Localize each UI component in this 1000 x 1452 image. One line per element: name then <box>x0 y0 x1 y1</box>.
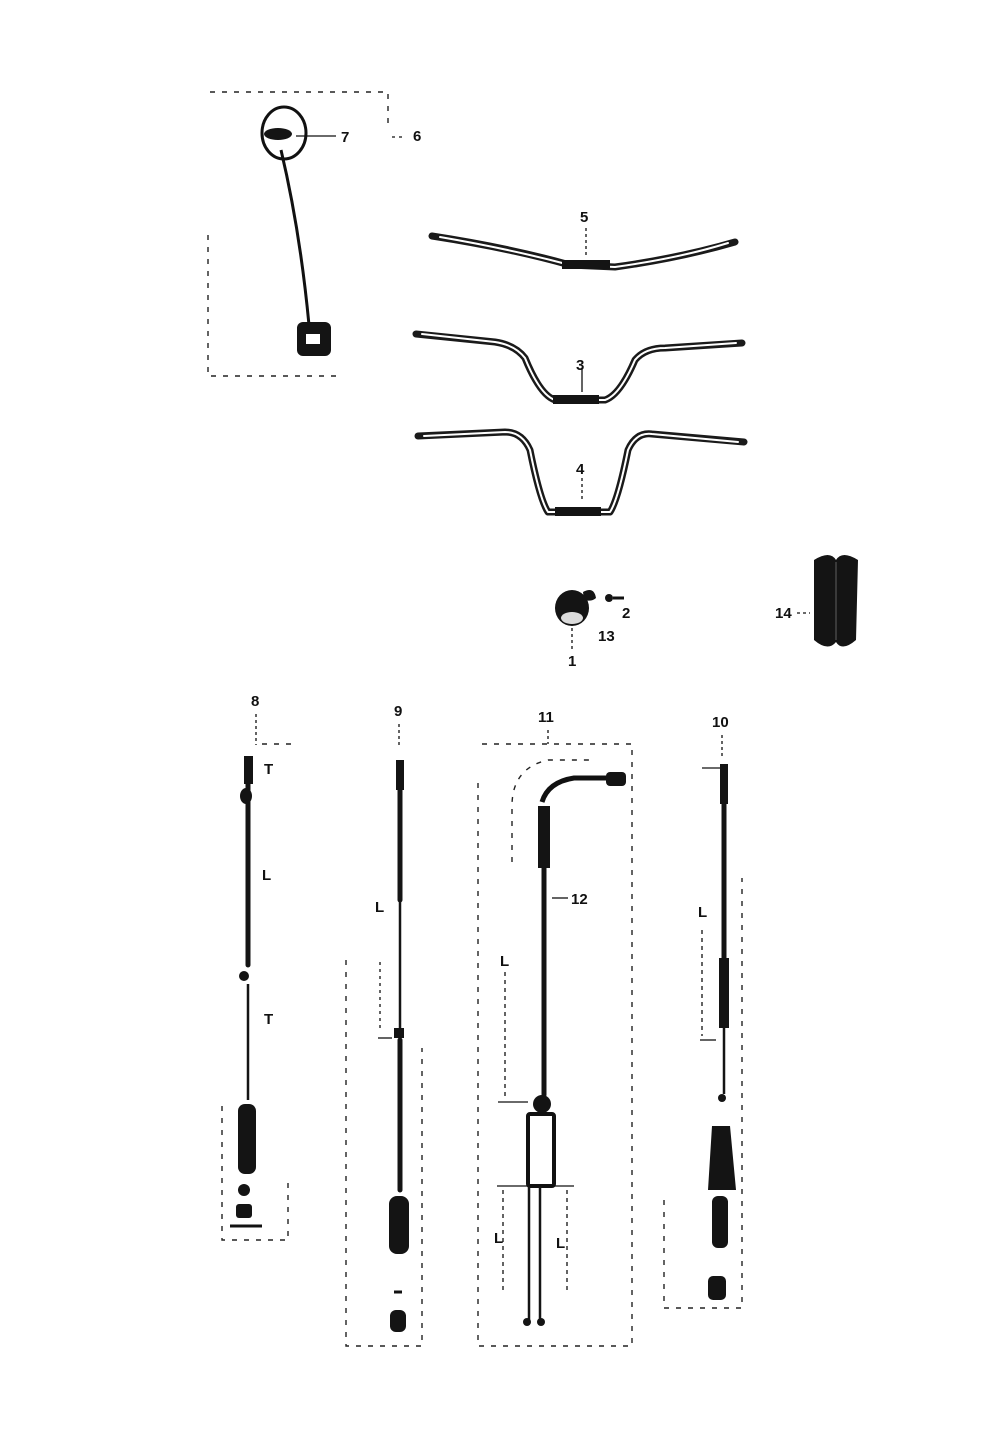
callout-3: 3 <box>576 357 585 374</box>
dim-8-L: L <box>262 867 272 884</box>
dim-11-L-upper: L <box>500 953 510 970</box>
callout-8: 8 <box>251 693 260 710</box>
callout-2: 2 <box>622 605 631 622</box>
cable-10 <box>664 714 742 1308</box>
callout-11: 11 <box>538 709 554 726</box>
dim-11-L-right: L <box>556 1235 566 1252</box>
callout-13: 13 <box>598 628 615 645</box>
cable-8 <box>222 693 296 1240</box>
dim-10-L: L <box>698 904 708 921</box>
callout-5: 5 <box>580 209 589 226</box>
callout-12: 12 <box>571 891 588 908</box>
dim-8-T-top: T <box>264 761 274 778</box>
cable-9 <box>346 703 422 1346</box>
mirror-stem <box>281 150 309 325</box>
callout-14: 14 <box>775 605 792 622</box>
dim-11-L-left: L <box>494 1230 504 1247</box>
callout-7: 7 <box>341 129 350 146</box>
callout-9: 9 <box>394 703 403 720</box>
mirror-assembly <box>208 92 421 376</box>
dim-9-L: L <box>375 899 385 916</box>
part-2 <box>605 594 613 602</box>
callout-6: 6 <box>413 128 422 145</box>
handlebar-5 <box>432 209 735 269</box>
handlebar-3 <box>416 334 742 404</box>
callout-4: 4 <box>576 461 585 478</box>
grip-14 <box>775 555 858 647</box>
handlebar-4 <box>418 432 744 516</box>
callout-10: 10 <box>712 714 729 731</box>
cable-11 <box>478 709 632 1346</box>
clamp-parts <box>555 590 630 670</box>
callout-1: 1 <box>568 653 577 670</box>
dim-8-T-bottom: T <box>264 1011 274 1028</box>
